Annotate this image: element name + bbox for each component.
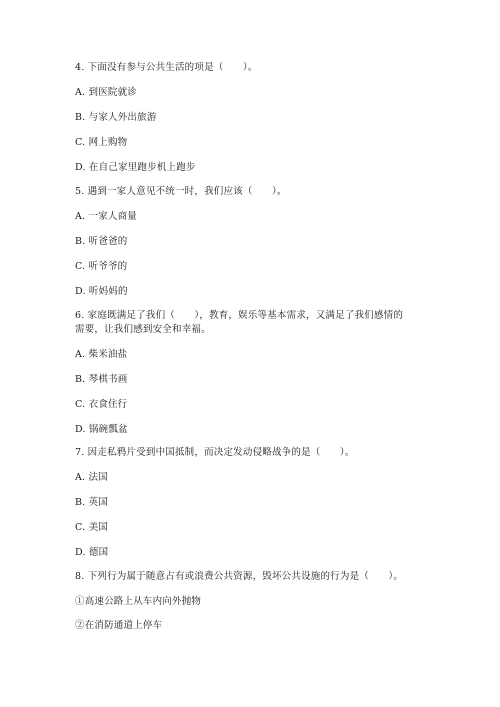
question-8-item-2: ②在消防通道上停车: [75, 620, 163, 631]
question-6-stem-line-2: 需要，让我们感到安全和幸福。: [75, 324, 211, 335]
question-4-stem: 4. 下面没有参与公共生活的项是（ ）。: [75, 62, 258, 73]
question-8-item-1: ①高速公路上从车内向外抛物: [75, 596, 202, 607]
question-6-option-c: C. 衣食住行: [75, 399, 128, 410]
question-4-option-b: B. 与家人外出旅游: [75, 112, 157, 123]
question-4-option-a: A. 到医院就诊: [75, 87, 138, 98]
question-6-option-b: B. 琴棋书画: [75, 374, 128, 385]
question-6-option-a: A. 柴米油盐: [75, 349, 128, 360]
question-5-option-b: B. 听爸爸的: [75, 236, 128, 247]
question-7-stem: 7. 因走私鸦片受到中国抵制，而决定发动侵略战争的是（ ）。: [75, 447, 355, 458]
question-6-option-d: D. 锅碗瓢盆: [75, 424, 128, 435]
question-6-stem-line-1: 6. 家庭既满足了我们（ ），教育，娱乐等基本需求，又满足了我们感情的: [75, 310, 404, 321]
question-7-option-c: C. 美国: [75, 522, 108, 533]
question-5-stem: 5. 遇到一家人意见不统一时，我们应该（ ）。: [75, 186, 287, 197]
question-4-option-d: D. 在自己家里跑步机上跑步: [75, 162, 196, 173]
question-7-option-b: B. 英国: [75, 497, 109, 508]
question-4-option-c: C. 网上购物: [75, 137, 128, 148]
question-5-option-a: A. 一家人商量: [75, 211, 138, 222]
question-5-option-c: C. 听爷爷的: [75, 261, 128, 272]
question-7-option-d: D. 德国: [75, 547, 109, 558]
question-5-option-d: D. 听妈妈的: [75, 286, 128, 297]
question-8-stem: 8. 下列行为属于随意占有或浪费公共资源，毁坏公共设施的行为是（ ）。: [75, 571, 404, 582]
question-7-option-a: A. 法国: [75, 472, 108, 483]
